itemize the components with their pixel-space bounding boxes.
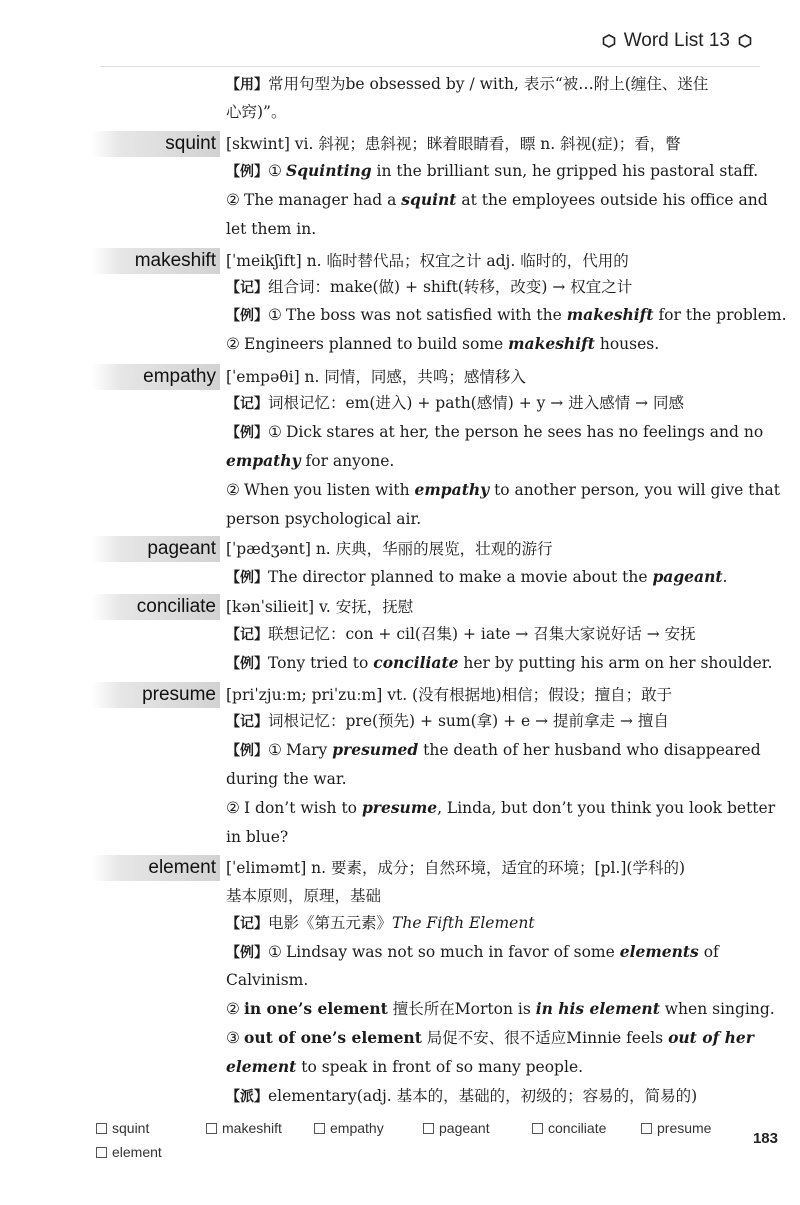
checklist-label: presume (657, 1120, 712, 1136)
checklist-item[interactable] (641, 1120, 711, 1136)
keyword: squint (401, 190, 457, 209)
keyword: makeshift (566, 305, 654, 324)
memory-line (226, 710, 754, 733)
example-tag: 【例】 (226, 308, 268, 324)
example-line (226, 998, 775, 1020)
example-number: ② (226, 1000, 240, 1018)
example-line (226, 941, 754, 964)
checklist-item[interactable] (314, 1120, 384, 1136)
definition: [priˈzjuːm; priˈzuːm] vt. (没有根据地)相信；假设；擅自；敢于 (226, 686, 673, 704)
definition: [kənˈsilieit] v. 安抚，抚慰 (226, 598, 414, 616)
keyword: pageant (652, 567, 723, 586)
usage-text: 心窍)”。 (226, 103, 287, 121)
memory-text: 词根记忆：em(进入) + path(感情) + y → 进入感情 → 同感 (268, 394, 685, 412)
checklist-label: makeshift (222, 1120, 282, 1136)
example-text: The manager had a (244, 191, 402, 209)
phrase-meaning: 擅长所在 (387, 1000, 455, 1018)
example-text: Lindsay was not so much in favor of some (286, 943, 620, 961)
example-text: The boss was not satisfied with the (286, 306, 567, 324)
example-text: when singing. (659, 1000, 775, 1018)
memory-tag: 【记】 (226, 396, 268, 412)
example-line (226, 450, 754, 472)
keyword: presume (361, 798, 438, 817)
page-header (602, 30, 752, 52)
derivative-tag: 【派】 (226, 1089, 268, 1105)
memory-tag: 【记】 (226, 916, 268, 932)
example-tag: 【例】 (226, 945, 268, 961)
example-number: ② (226, 191, 240, 209)
headword-presume: presume (92, 682, 220, 708)
checklist-item[interactable] (96, 1144, 162, 1160)
example-line: person psychological air. (226, 510, 422, 528)
checklist-label: empathy (330, 1120, 384, 1136)
example-text: to speak in front of so many people. (296, 1058, 584, 1076)
example-text: Tony tried to (268, 654, 374, 672)
example-text: in the brilliant sun, he gripped his pastoral staff. (371, 162, 759, 180)
headword-squint: squint (92, 131, 220, 157)
example-number: ① (268, 741, 282, 759)
headword-empathy: empathy (92, 364, 220, 390)
example-text: Engineers planned to build some (244, 335, 509, 353)
word-list-title: Word List 13 (623, 30, 730, 51)
usage-text: 常用句型为be obsessed by / with, 表示“被…附上(缠住、迷住 (268, 75, 709, 93)
memory-line (226, 392, 754, 415)
example-text: When you listen with (244, 481, 415, 499)
definition: [ˈeliməmt] n. 要素，成分；自然环境，适宜的环境；[pl.](学科的) (226, 859, 685, 877)
example-line (226, 479, 780, 501)
derivative-line (226, 1085, 754, 1108)
example-line (226, 189, 768, 211)
example-text: The director planned to make a movie about the (268, 568, 653, 586)
example-line (226, 333, 754, 355)
definition: [ˈempəθi] n. 同情，同感，共鸣；感情移入 (226, 368, 526, 386)
checkbox-icon[interactable] (206, 1123, 217, 1134)
usage-note-line (226, 101, 754, 123)
usage-tag: 【用】 (226, 77, 268, 93)
example-line (226, 566, 754, 589)
memory-line (226, 276, 754, 299)
example-line (226, 739, 761, 762)
movie-title: The Fifth Element (392, 914, 535, 932)
example-line: during the war. (226, 770, 347, 788)
checkbox-icon[interactable] (423, 1123, 434, 1134)
memory-line (226, 912, 754, 935)
checkbox-icon[interactable] (314, 1123, 325, 1134)
example-text: Morton is (454, 1000, 536, 1018)
checkbox-icon[interactable] (532, 1123, 543, 1134)
example-tag: 【例】 (226, 570, 268, 586)
memory-text: 组合词：make(做) + shift(转移，改变) → 权宜之计 (268, 278, 633, 296)
keyword: empathy (414, 480, 490, 499)
checklist-item[interactable] (532, 1120, 606, 1136)
example-line (226, 652, 773, 675)
definition: [ˈmeikʃift] n. 临时替代品；权宜之计 adj. 临时的，代用的 (226, 252, 629, 270)
memory-line (226, 623, 754, 646)
example-text: the death of her husband who disappeared (418, 741, 761, 759)
example-text: Minnie feels (566, 1029, 669, 1047)
example-line: let them in. (226, 220, 317, 238)
example-text: , Linda, but don’t you think you look better (437, 799, 776, 817)
memory-tag: 【记】 (226, 627, 268, 643)
phrase: in one’s element (244, 999, 388, 1018)
example-tag: 【例】 (226, 164, 268, 180)
example-line (226, 1056, 754, 1078)
definition: 基本原则，原理，基础 (226, 887, 382, 905)
example-number: ② (226, 335, 240, 353)
example-number: ① (268, 162, 282, 180)
checkbox-icon[interactable] (96, 1123, 107, 1134)
example-line (226, 1027, 754, 1049)
checklist-item[interactable] (96, 1120, 149, 1136)
example-tag: 【例】 (226, 743, 268, 759)
example-line (226, 160, 759, 183)
keyword: presumed (332, 740, 419, 759)
checklist-label: element (112, 1144, 162, 1160)
example-number: ③ (226, 1029, 240, 1047)
memory-text: 联想记忆：con + cil(召集) + iate → 召集大家说好话 → 安抚 (268, 625, 696, 643)
derivative-text: elementary(adj. 基本的，基础的，初级的；容易的，简易的) (268, 1087, 698, 1105)
example-tag: 【例】 (226, 656, 268, 672)
example-number: ① (268, 423, 282, 441)
checklist-label: pageant (439, 1120, 490, 1136)
memory-text: 电影《第五元素》 (268, 914, 393, 932)
memory-tag: 【记】 (226, 714, 268, 730)
example-number: ② (226, 799, 240, 817)
hexagon-ornament-icon (602, 34, 616, 48)
example-text: houses. (594, 335, 660, 353)
example-text: I don’t wish to (244, 799, 362, 817)
headword-conciliate: conciliate (92, 594, 220, 620)
hexagon-ornament-icon (738, 34, 752, 48)
keyword: makeshift (508, 334, 595, 353)
usage-note-line (226, 73, 754, 96)
phrase: out of one’s element (244, 1028, 422, 1047)
definition: [skwint] vi. 斜视；患斜视；眯着眼睛看，瞟 n. 斜视(症)；看，瞥 (226, 135, 681, 153)
example-text: Mary (286, 741, 333, 759)
keyword: conciliate (373, 653, 459, 672)
example-line: in blue? (226, 828, 289, 846)
example-text: for the problem. (653, 306, 787, 324)
example-text: her by putting his arm on her shoulder. (458, 654, 773, 672)
example-text: to another person, you will give that (489, 481, 780, 499)
example-number: ① (268, 306, 282, 324)
definition: [ˈpædʒənt] n. 庆典，华丽的展览，壮观的游行 (226, 540, 553, 558)
checkbox-icon[interactable] (641, 1123, 652, 1134)
checklist-label: conciliate (548, 1120, 607, 1136)
headword-element: element (92, 855, 220, 881)
keyword: Squinting (286, 161, 372, 180)
keyword: elements (619, 942, 699, 961)
headword-makeshift: makeshift (92, 248, 220, 274)
memory-text: 词根记忆：pre(预先) + sum(拿) + e → 提前拿走 → 擅自 (268, 712, 669, 730)
keyword: element (226, 1057, 297, 1076)
page-number: 183 (752, 1130, 778, 1147)
example-line (226, 421, 764, 444)
phrase-meaning: 局促不安、很不适应 (421, 1029, 567, 1047)
example-line (226, 304, 787, 327)
header-divider (100, 66, 760, 67)
headword-pageant: pageant (92, 536, 220, 562)
example-tag: 【例】 (226, 425, 268, 441)
memory-tag: 【记】 (226, 280, 268, 296)
example-number: ② (226, 481, 240, 499)
keyword: in his element (535, 999, 660, 1018)
example-line (226, 797, 776, 819)
example-text: for anyone. (300, 452, 395, 470)
checklist-item[interactable] (423, 1120, 490, 1136)
example-text: at the employees outside his office and (456, 191, 768, 209)
example-line: Calvinism. (226, 971, 309, 989)
checklist-label: squint (112, 1120, 150, 1136)
example-number: ① (268, 943, 282, 961)
example-text: of (698, 943, 719, 961)
checklist-item[interactable] (206, 1120, 282, 1136)
checkbox-icon[interactable] (96, 1147, 107, 1158)
example-text: . (722, 568, 728, 586)
keyword: out of her (668, 1028, 754, 1047)
example-text: Dick stares at her, the person he sees has no feelings and no (286, 423, 764, 441)
keyword: empathy (226, 451, 301, 470)
